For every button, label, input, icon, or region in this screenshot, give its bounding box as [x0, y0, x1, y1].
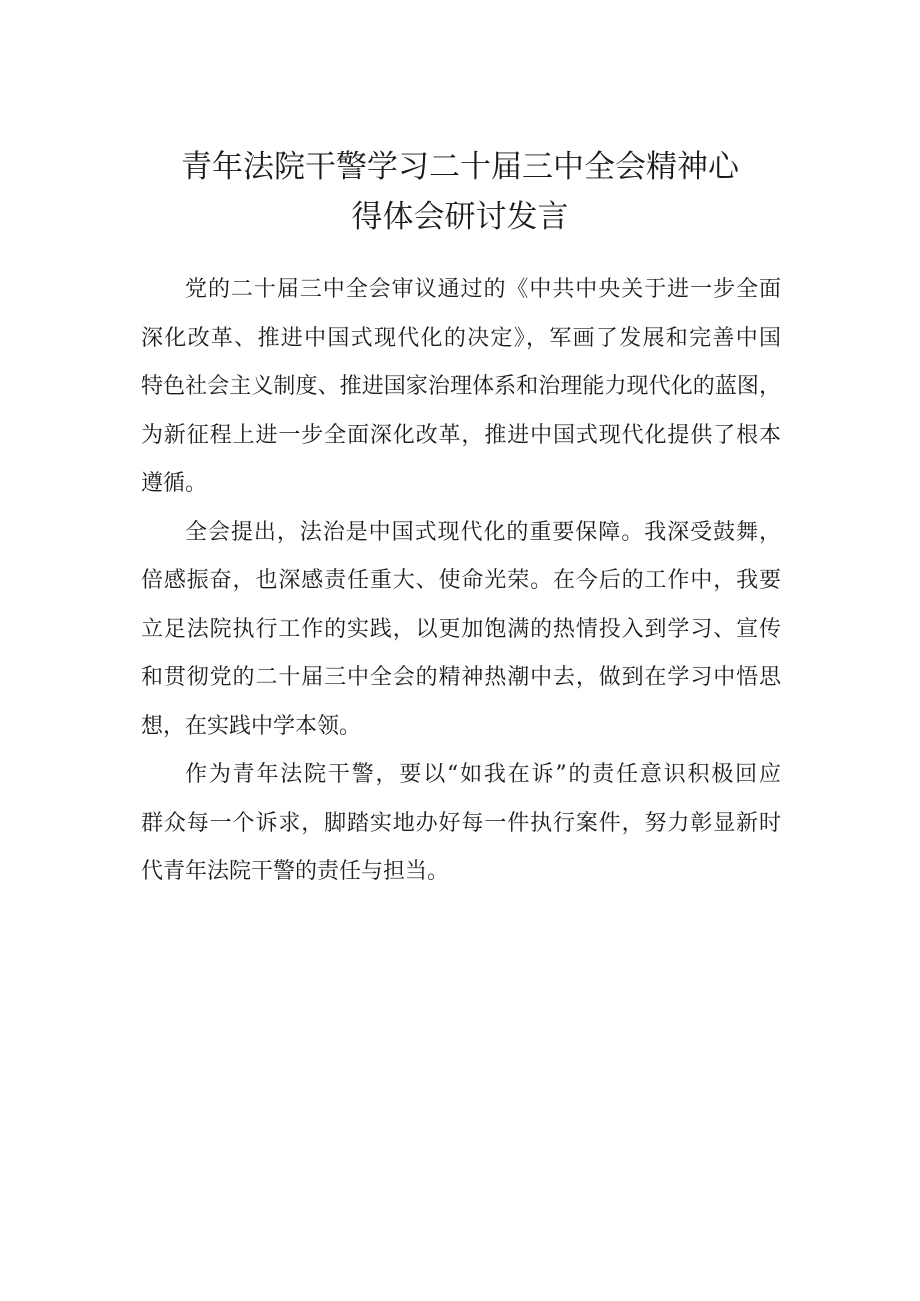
- paragraph-line: 群众每一个诉求，脚踏实地办好每一件执行案件，努力彰显新时: [141, 810, 781, 836]
- paragraph-line: 遵循。: [141, 471, 208, 496]
- paragraph-line: 作为青年法院干警，要以“如我在诉”的责任意识积极回应: [185, 762, 781, 787]
- paragraph-2: [141, 509, 781, 752]
- title-line-1: 青年法院干警学习二十届三中全会精神心: [181, 149, 739, 185]
- document-body: [141, 266, 781, 897]
- paragraph-line: 倍感振奋，也深感责任重大、使命光荣。在今后的工作中，我要: [141, 568, 781, 593]
- paragraph-line: 深化改革、推进中国式现代化的决定》，军画了发展和完善中国: [141, 325, 781, 351]
- paragraph-line: 党的二十届三中全会审议通过的《中共中央关于进一步全面: [185, 277, 781, 302]
- document-title: [120, 142, 800, 242]
- paragraph-line: 代青年法院干警的责任与担当。: [141, 859, 450, 884]
- paragraph-1: [141, 266, 781, 509]
- paragraph-line: 和贯彻党的二十届三中全会的精神热潮中去，做到在学习中悟思: [141, 665, 781, 690]
- paragraph-line: 想，在实践中学本领。: [141, 713, 362, 739]
- paragraph-line: 立足法院执行工作的实践，以更加饱满的热情投入到学习、宣传: [141, 616, 781, 642]
- paragraph-line: 为新征程上进一步全面深化改革，推进中国式现代化提供了根本: [141, 422, 781, 448]
- paragraph-line: 特色社会主义制度、推进国家治理体系和治理能力现代化的蓝图，: [141, 374, 781, 399]
- title-line-2: 得体会研讨发言: [351, 199, 569, 235]
- paragraph-line: 全会提出，法治是中国式现代化的重要保障。我深受鼓舞，: [185, 519, 781, 545]
- paragraph-3: [141, 751, 781, 897]
